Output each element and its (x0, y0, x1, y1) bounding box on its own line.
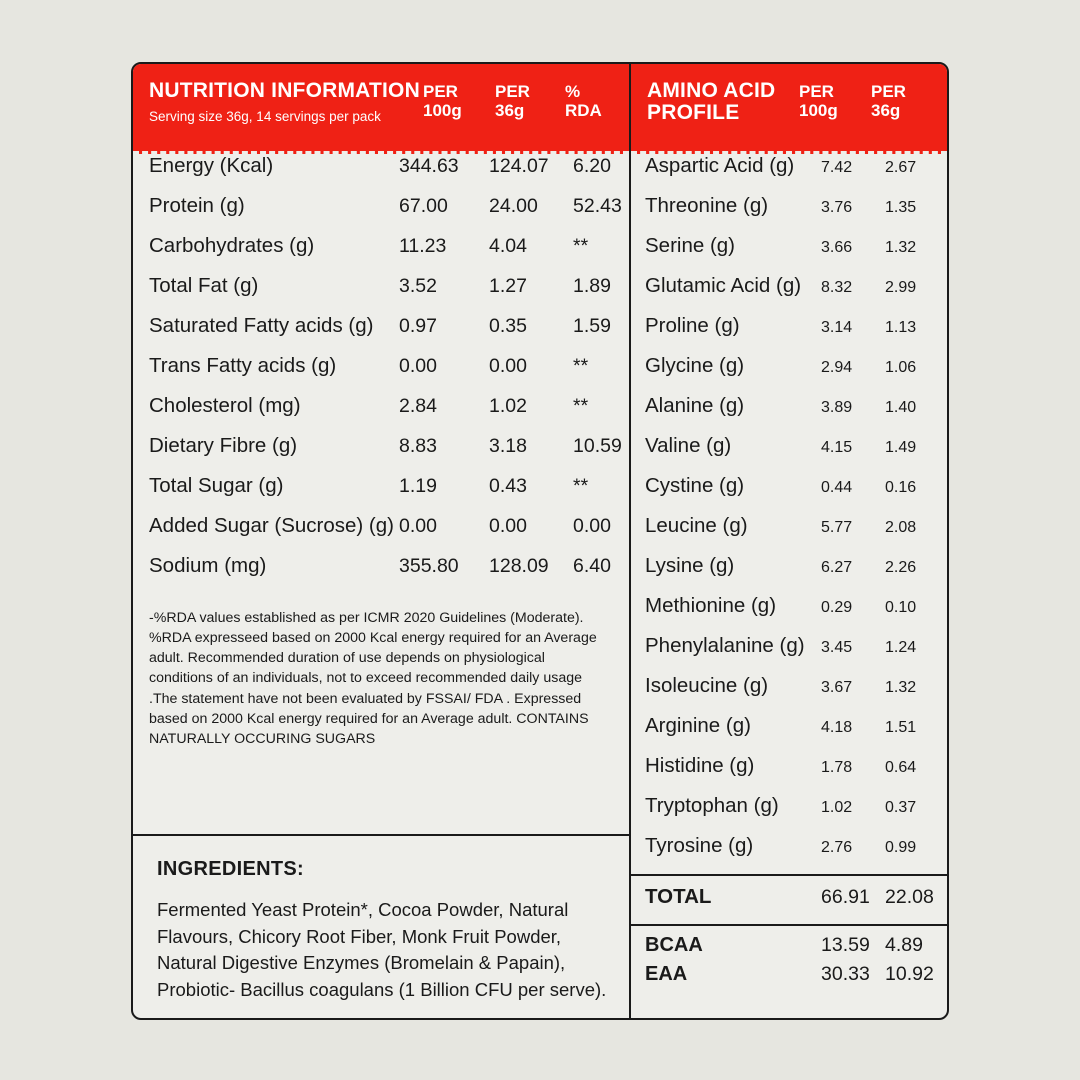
amino-per100g: 3.45 (821, 639, 853, 656)
amino-label: Glycine (g) (645, 354, 745, 377)
table-row (631, 514, 947, 554)
nutrient-label: Energy (Kcal) (149, 154, 274, 177)
nutrition-label-panel (131, 62, 949, 1020)
amino-per100g: 3.14 (821, 319, 853, 336)
table-row (631, 754, 947, 794)
amino-label: Phenylalanine (g) (645, 634, 805, 657)
amino-per100g: 3.67 (821, 679, 853, 696)
amino-header-text (647, 80, 799, 124)
table-row (631, 474, 947, 514)
nutrient-label: Cholesterol (mg) (149, 394, 301, 417)
table-row-bcaa (631, 934, 947, 963)
amino-label: Proline (g) (645, 314, 740, 337)
amino-per100g: 2.76 (821, 839, 853, 856)
ingredients-title: INGREDIENTS: (157, 857, 304, 880)
bcaa-label: BCAA (645, 934, 703, 956)
amino-per100g: 8.32 (821, 279, 853, 296)
amino-label: Tyrosine (g) (645, 834, 754, 857)
nutrient-per36g: 128.09 (489, 555, 549, 577)
amino-per36g: 0.16 (885, 479, 917, 496)
nutrition-column (133, 64, 631, 1018)
amino-per36g: 2.99 (885, 279, 917, 296)
amino-col-per100g-line1: PER (799, 82, 834, 101)
nutrition-col-rda-line2: RDA (565, 101, 602, 121)
amino-label: Leucine (g) (645, 514, 748, 537)
nutrition-header-text (149, 80, 423, 125)
nutrient-per36g: 0.35 (489, 315, 527, 337)
amino-per100g: 1.78 (821, 759, 853, 776)
amino-per100g: 3.66 (821, 239, 853, 256)
amino-label: Arginine (g) (645, 714, 751, 737)
nutrient-rda: ** (573, 235, 589, 257)
nutrient-label: Trans Fatty acids (g) (149, 354, 337, 377)
amino-label: Glutamic Acid (g) (645, 274, 802, 297)
nutrient-per100g: 11.23 (399, 235, 447, 257)
nutrient-label: Added Sugar (Sucrose) (g) (149, 514, 394, 537)
table-row (133, 354, 629, 394)
nutrient-label: Total Fat (g) (149, 274, 259, 297)
nutrient-per36g: 24.00 (489, 195, 538, 217)
nutrient-rda: ** (573, 395, 589, 417)
amino-per36g: 1.06 (885, 359, 917, 376)
nutrient-rda: 6.20 (573, 155, 611, 177)
nutrition-col-per36g-line2: 36g (495, 101, 525, 121)
amino-per36g: 2.26 (885, 559, 917, 576)
table-row (631, 434, 947, 474)
nutrient-per100g: 3.52 (399, 275, 437, 297)
nutrient-rda: 1.59 (573, 315, 611, 337)
nutrient-per100g: 67.00 (399, 195, 448, 217)
nutrition-col-per100g-line1: PER (423, 82, 458, 101)
total-per36g: 22.08 (885, 886, 934, 908)
nutrient-per100g: 2.84 (399, 395, 437, 417)
amino-label: Threonine (g) (645, 194, 769, 217)
table-row (133, 474, 629, 514)
total-per100g: 66.91 (821, 886, 870, 908)
amino-per100g: 5.77 (821, 519, 853, 536)
nutrient-per100g: 355.80 (399, 555, 459, 577)
amino-per36g: 2.67 (885, 159, 917, 176)
amino-label: Histidine (g) (645, 754, 755, 777)
bcaa-eaa-block (631, 926, 947, 1000)
table-row (133, 274, 629, 314)
amino-per36g: 2.08 (885, 519, 917, 536)
nutrient-per100g: 1.19 (399, 475, 437, 497)
nutrient-rda: 52.43 (573, 195, 622, 217)
amino-label: Alanine (g) (645, 394, 745, 417)
table-row (133, 194, 629, 234)
amino-label: Lysine (g) (645, 554, 735, 577)
nutrient-label: Carbohydrates (g) (149, 234, 315, 257)
table-row (133, 154, 629, 194)
amino-per36g: 1.35 (885, 199, 917, 216)
nutrition-col-per100g-line2: 100g (423, 101, 462, 121)
amino-per36g: 0.37 (885, 799, 917, 816)
nutrient-per36g: 0.00 (489, 355, 527, 377)
nutrient-rda: 6.40 (573, 555, 611, 577)
nutrient-rda: ** (573, 475, 589, 497)
amino-header (631, 64, 947, 154)
table-row (133, 514, 629, 554)
amino-label: Cystine (g) (645, 474, 745, 497)
amino-total-block (631, 874, 947, 926)
table-row (631, 274, 947, 314)
amino-per36g: 0.99 (885, 839, 917, 856)
nutrient-rda: ** (573, 355, 589, 377)
amino-per100g: 3.76 (821, 199, 853, 216)
amino-label: Isoleucine (g) (645, 674, 769, 697)
eaa-label: EAA (645, 963, 688, 985)
amino-col-per36g-line2: 36g (871, 101, 901, 121)
amino-acid-column (631, 64, 947, 1018)
eaa-per100g: 30.33 (821, 963, 870, 985)
nutrient-rda: 0.00 (573, 515, 611, 537)
table-row (631, 554, 947, 594)
bcaa-per100g: 13.59 (821, 934, 870, 956)
nutrient-label: Total Sugar (g) (149, 474, 284, 497)
nutrient-label: Dietary Fibre (g) (149, 434, 298, 457)
nutrient-per100g: 0.00 (399, 515, 437, 537)
nutrient-rda: 1.89 (573, 275, 611, 297)
amino-col-per100g-line2: 100g (799, 101, 838, 121)
table-row (631, 674, 947, 714)
nutrient-per36g: 124.07 (489, 155, 549, 177)
amino-per100g: 4.15 (821, 439, 853, 456)
nutrition-col-per36g-header (495, 80, 565, 120)
amino-per100g: 0.44 (821, 479, 853, 496)
amino-per36g: 1.24 (885, 639, 917, 656)
nutrient-per100g: 344.63 (399, 155, 459, 177)
amino-per100g: 6.27 (821, 559, 853, 576)
nutrient-per36g: 0.00 (489, 515, 527, 537)
table-row (631, 154, 947, 194)
nutrition-col-per100g-header (423, 80, 495, 120)
ingredients-section (133, 836, 629, 1018)
table-row (133, 314, 629, 354)
table-row (631, 394, 947, 434)
nutrient-label: Protein (g) (149, 194, 245, 217)
amino-per100g: 0.29 (821, 599, 853, 616)
amino-per36g: 1.32 (885, 679, 917, 696)
amino-title-line1: AMINO ACID (647, 79, 776, 102)
bcaa-per36g: 4.89 (885, 934, 923, 956)
table-row (631, 234, 947, 274)
amino-col-per100g-header (799, 80, 871, 120)
table-row (133, 434, 629, 474)
amino-label: Methionine (g) (645, 594, 777, 617)
nutrition-col-rda-line1: % (565, 82, 581, 101)
nutrition-col-per36g-line1: PER (495, 82, 530, 101)
table-row (631, 194, 947, 234)
amino-per36g: 1.40 (885, 399, 917, 416)
amino-col-per36g-line1: PER (871, 82, 906, 101)
table-row-total (631, 885, 947, 915)
nutrient-per100g: 8.83 (399, 435, 437, 457)
nutrient-per36g: 1.02 (489, 395, 527, 417)
amino-label: Valine (g) (645, 434, 732, 457)
nutrient-rda: 10.59 (573, 435, 622, 457)
amino-label: Aspartic Acid (g) (645, 154, 795, 177)
ingredients-body: Fermented Yeast Protein*, Cocoa Powder, Natural Flavours, Chicory Root Fiber, Monk Fruit Powder, Natural Digestive Enzymes (Bromelain & Papain), Probiotic- Bacillus coagulans (1 Billion CFU per serve). (157, 898, 607, 1001)
amino-per36g: 1.32 (885, 239, 917, 256)
amino-per100g: 2.94 (821, 359, 853, 376)
table-row-eaa (631, 963, 947, 992)
nutrient-per100g: 0.97 (399, 315, 437, 337)
table-row (631, 314, 947, 354)
nutrition-rows (133, 154, 629, 594)
amino-per36g: 0.10 (885, 599, 917, 616)
nutrition-title: NUTRITION INFORMATION (149, 79, 420, 102)
nutrient-label: Saturated Fatty acids (g) (149, 314, 374, 337)
amino-per36g: 1.51 (885, 719, 917, 736)
nutrient-per100g: 0.00 (399, 355, 437, 377)
amino-title-line2: PROFILE (647, 101, 740, 125)
table-row (133, 554, 629, 594)
table-row (631, 634, 947, 674)
amino-per36g: 1.13 (885, 319, 917, 336)
amino-per100g: 3.89 (821, 399, 853, 416)
serving-size-text: Serving size 36g, 14 servings per pack (149, 109, 381, 125)
amino-per100g: 4.18 (821, 719, 853, 736)
amino-col-per36g-header (871, 80, 933, 120)
amino-per36g: 0.64 (885, 759, 917, 776)
table-row (631, 354, 947, 394)
nutrition-header (133, 64, 629, 154)
nutrition-col-rda-header (565, 80, 615, 120)
rda-footnote: -%RDA values established as per ICMR 2020 Guidelines (Moderate). %RDA expresseed based on 2000 Kcal energy required for an Average adult. Recommended duration of use depends on physiological conditions of an individuals, not to exceed recommended daily usage .The statement have not been evaluated by FSSAI/ FDA . Expressed based on 2000 Kcal energy required for an Average adult. CONTAINS NATURALLY OCCURING SUGARS (149, 610, 597, 747)
table-row (631, 714, 947, 754)
amino-per100g: 7.42 (821, 159, 853, 176)
amino-per100g: 1.02 (821, 799, 853, 816)
eaa-per36g: 10.92 (885, 963, 934, 985)
nutrient-label: Sodium (mg) (149, 554, 267, 577)
table-row (133, 394, 629, 434)
nutrient-per36g: 1.27 (489, 275, 527, 297)
amino-label: Serine (g) (645, 234, 736, 257)
amino-per36g: 1.49 (885, 439, 917, 456)
nutrient-per36g: 3.18 (489, 435, 527, 457)
nutrient-per36g: 0.43 (489, 475, 527, 497)
table-row (631, 594, 947, 634)
table-row (133, 234, 629, 274)
amino-label: Tryptophan (g) (645, 794, 779, 817)
table-row (631, 794, 947, 834)
table-row (631, 834, 947, 874)
total-label: TOTAL (645, 885, 712, 908)
amino-rows (631, 154, 947, 874)
nutrient-per36g: 4.04 (489, 235, 527, 257)
